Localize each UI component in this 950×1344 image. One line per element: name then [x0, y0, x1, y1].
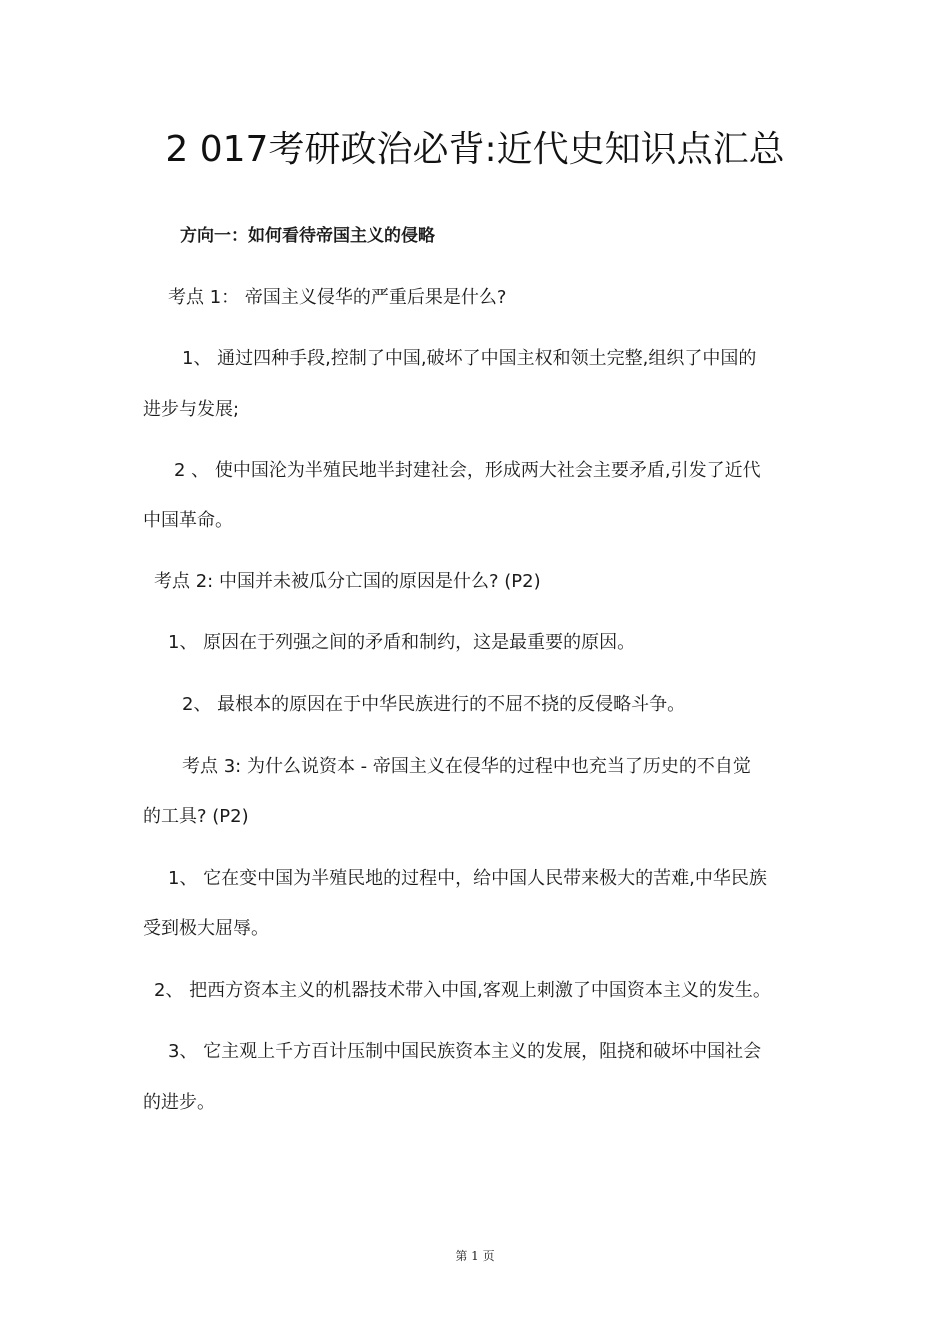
section-heading: 方向一：如何看待帝国主义的侵略 [180, 226, 435, 246]
question-3: 考点 3: 为什么说资本 - 帝国主义在侵华的过程中也充当了历史的不自觉 [182, 756, 751, 777]
answer-1-2-cont: 中国革命。 [143, 510, 233, 531]
question-1: 考点 1： 帝国主义侵华的严重后果是什么? [168, 287, 507, 308]
page-number: 第 1 页 [455, 1249, 495, 1263]
answer-1-1-cont: 进步与发展; [143, 399, 240, 420]
question-3-cont: 的工具? (P2) [143, 806, 249, 827]
answer-2-1: 1、 原因在于列强之间的矛盾和制约，这是最重要的原因。 [168, 632, 636, 653]
answer-1-1: 1、 通过四种手段,控制了中国,破坏了中国主权和领土完整,组织了中国的 [182, 348, 757, 369]
question-2: 考点 2: 中国并未被瓜分亡国的原因是什么? (P2) [154, 571, 541, 592]
document-title: 2 017考研政治必背:近代史知识点汇总 [165, 129, 785, 170]
answer-3-1: 1、 它在变中国为半殖民地的过程中，给中国人民带来极大的苦难,中华民族 [168, 868, 767, 889]
answer-3-3-cont: 的进步。 [143, 1092, 215, 1113]
answer-3-3: 3、 它主观上千方百计压制中国民族资本主义的发展，阻挠和破坏中国社会 [168, 1041, 762, 1062]
answer-3-1-cont: 受到极大屈辱。 [143, 918, 269, 939]
answer-2-2: 2、 最根本的原因在于中华民族进行的不屈不挠的反侵略斗争。 [182, 694, 686, 715]
answer-1-2: 2 、 使中国沦为半殖民地半封建社会，形成两大社会主要矛盾,引发了近代 [174, 460, 761, 481]
answer-3-2: 2、 把西方资本主义的机器技术带入中国,客观上刺激了中国资本主义的发生。 [154, 980, 771, 1001]
